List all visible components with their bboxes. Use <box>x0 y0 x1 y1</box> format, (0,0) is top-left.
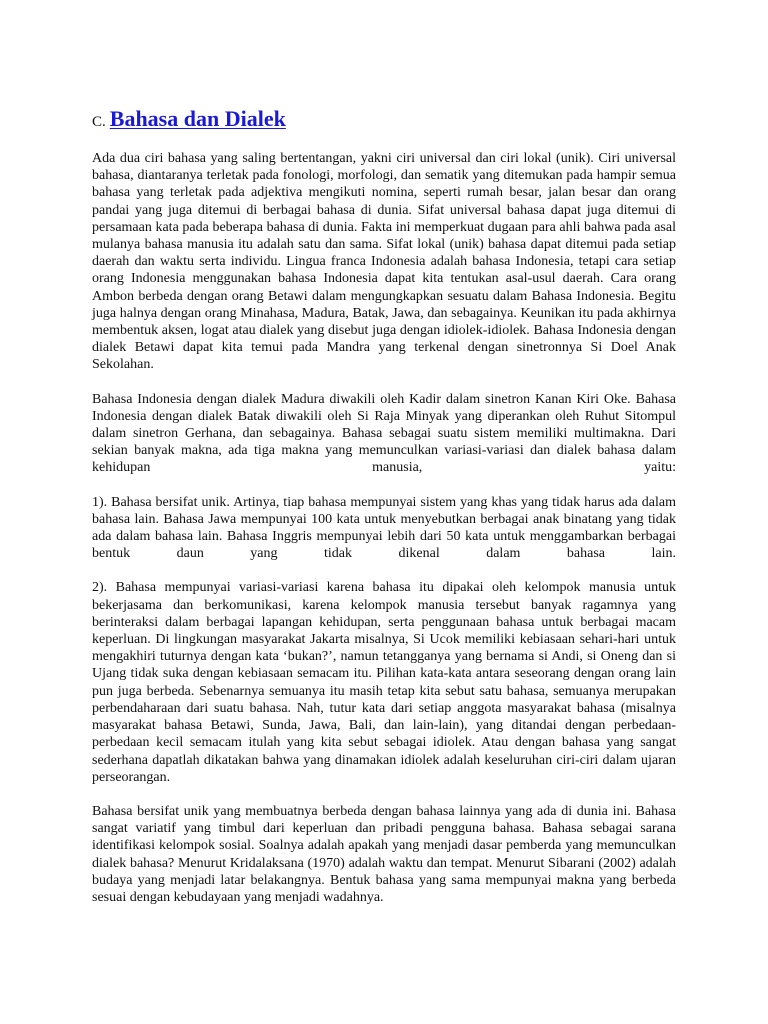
paragraph-3: 1). Bahasa bersifat unik. Artinya, tiap bahasa mempunyai sistem yang khas yang tidak harus ada dalam bahasa lain. Bahasa Jawa mempunyai 100 kata untuk menyebutkan berbagai anak binatang yang tidak ada dalam bahasa lain. Bahasa Inggris mempunyai lebih dari 50 kata untuk menggambarkan berbagai bentuk daun yang tidak dikenal dalam bahasa lain. <box>92 494 676 562</box>
paragraph-5: Bahasa bersifat unik yang membuatnya berbeda dengan bahasa lainnya yang ada di dunia ini. Bahasa sangat variatif yang timbul dari keperluan dan pribadi pengguna bahasa. Bahasa sebagai sarana identifikasi kelompok sosial. Soalnya adalah apakah yang menjadi dasar pemberda yang memunculkan dialek bahasa? Menurut Kridalaksana (1970) adalah waktu dan tempat. Menurut Sibarani (2002) adalah budaya yang menjadi latar belakangnya. Bentuk bahasa yang sama mempunyai makna yang berbeda sesuai dengan kebudayaan yang menjadi wadahnya. <box>92 803 676 905</box>
section-title-link[interactable]: Bahasa dan Dialek <box>109 106 286 131</box>
paragraph-2: Bahasa Indonesia dengan dialek Madura diwakili oleh Kadir dalam sinetron Kanan Kiri Oke. Bahasa Indonesia dengan dialek Batak diwakili oleh Si Raja Minyak yang diperankan oleh Ruhut Sitompul dalam sinetron Gerhana, dan sebagainya. Bahasa sebagai suatu sistem memiliki multimakna. Dari sekian banyak makna, ada tiga makna yang memunculkan variasi-variasi dan dialek bahasa dalam kehidupan manusia, yaitu: <box>92 391 676 476</box>
document-page <box>92 104 676 923</box>
paragraph-1: Ada dua ciri bahasa yang saling bertentangan, yakni ciri universal dan ciri lokal (unik). Ciri universal bahasa, diantaranya terletak pada fonologi, morfologi, dan sematik yang ditemukan pada hampir semua bahasa yang terletak pada adjektiva mengikuti nomina, seperti rumah besar, jalan besar dan orang pandai yang juga ditemui di berbagai bahasa di dunia. Sifat universal bahasa dapat juga ditemui di persamaan kata pada beberapa bahasa di dunia. Fakta ini memperkuat dugaan para ahli bahwa pada asal mulanya bahasa manusia itu adalah satu dan sama. Sifat lokal (unik) bahasa dapat ditemui pada setiap daerah dan waktu serta individu. Lingua franca Indonesia adalah bahasa Indonesia, tetapi cara setiap orang Indonesia menggunakan bahasa Indonesia dapat kita tentukan asal-usul daerah. Cara orang Ambon berbeda dengan orang Betawi dalam mengungkapkan sesuatu dalam Bahasa Indonesia. Begitu juga halnya dengan orang Minahasa, Madura, Batak, Jawa, dan sebagainya. Keunikan itu pada akhirnya membentuk aksen, logat atau dialek yang disebut juga dengan idiolek-idiolek. Bahasa Indonesia dengan dialek Betawi dapat kita temui pada Mandra yang terkenal dengan sinetronnya Si Doel Anak Sekolahan. <box>92 151 676 373</box>
section-prefix: C. <box>92 114 106 130</box>
section-heading <box>92 104 676 134</box>
paragraph-4: 2). Bahasa mempunyai variasi-variasi karena bahasa itu dipakai oleh kelompok manusia untuk bekerjasama dan berkomunikasi, karena kelompok manusia tersebut banyak ragamnya yang berinteraksi dalam berbagai lapangan kehidupan, serta penggunaan bahasa untuk berbagai macam keperluan. Di lingkungan masyarakat Jakarta misalnya, Si Ucok memiliki kebiasaan sehari-hari untuk mengakhiri tuturnya dengan kata ‘bukan?’, namun tetangganya yang bernama si Andi, si Oneng dan si Ujang tidak suka dengan kebiasaan semacam itu. Pilihan kata-kata antara seseorang dengan orang lain pun juga berbeda. Sebenarnya semuanya itu masih tetap kita sebut satu bahasa, semuanya merupakan perbendaharaan dari suatu bahasa. Nah, tutur kata dari setiap anggota masyarakat bahasa (misalnya masyarakat bahasa Betawi, Sunda, Jawa, Bali, dan lain-lain), yang ditandai dengan perbedaan-perbedaan kecil semacam itulah yang kita sebut sebagai idiolek. Atau dengan bahasa yang sangat sederhana dapatlah dikatakan bahwa yang dinamakan idiolek adalah keseluruhan ciri-ciri dalam ujaran perseorangan. <box>92 580 676 785</box>
